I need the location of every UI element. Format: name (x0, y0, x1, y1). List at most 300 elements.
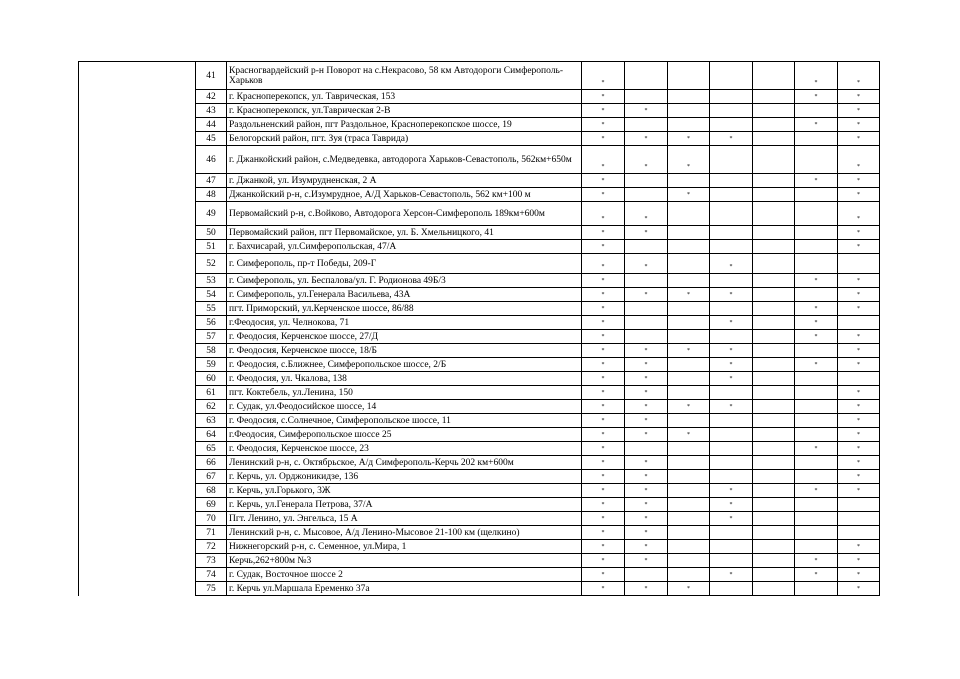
row-number: 58 (196, 344, 227, 358)
service-mark-col-5 (753, 512, 795, 526)
service-mark-col-2: * (625, 582, 668, 596)
table-row (79, 498, 880, 512)
row-number: 69 (196, 498, 227, 512)
row-number: 56 (196, 316, 227, 330)
station-address: г. Феодосия, с.Ближнее, Симферопольское шоссе, 2/Б (227, 358, 582, 372)
table-row (79, 62, 880, 90)
row-number: 70 (196, 512, 227, 526)
table-row (79, 104, 880, 118)
service-mark-col-1: * (582, 582, 625, 596)
service-mark-col-3: * (668, 288, 710, 302)
service-mark-col-5 (753, 316, 795, 330)
service-mark-col-1: * (582, 386, 625, 400)
service-mark-col-5 (753, 358, 795, 372)
service-mark-col-7: * (838, 358, 880, 372)
service-mark-col-7 (838, 316, 880, 330)
service-mark-col-7: * (838, 484, 880, 498)
service-mark-col-5 (753, 132, 795, 146)
service-mark-col-7 (838, 526, 880, 540)
service-mark-col-2 (625, 174, 668, 188)
service-mark-col-7: * (838, 240, 880, 254)
row-number: 66 (196, 456, 227, 470)
service-mark-col-6 (795, 400, 838, 414)
service-mark-col-3 (668, 484, 710, 498)
service-mark-col-6: * (795, 174, 838, 188)
service-mark-col-2 (625, 316, 668, 330)
service-mark-col-7: * (838, 414, 880, 428)
service-mark-col-2: * (625, 132, 668, 146)
row-number: 61 (196, 386, 227, 400)
station-address: г. Керчь, ул.Генерала Петрова, 37/А (227, 498, 582, 512)
service-mark-col-4: * (710, 254, 753, 274)
service-mark-col-1: * (582, 372, 625, 386)
table-row (79, 358, 880, 372)
station-address: г. Симферополь, ул.Генерала Васильева, 43А (227, 288, 582, 302)
service-mark-col-7 (838, 372, 880, 386)
service-mark-col-7: * (838, 302, 880, 316)
service-mark-col-6: * (795, 358, 838, 372)
table-row (79, 188, 880, 202)
service-mark-col-4: * (710, 512, 753, 526)
table-row (79, 484, 880, 498)
station-address: г. Судак, ул.Феодосийское шоссе, 14 (227, 400, 582, 414)
service-mark-col-6 (795, 498, 838, 512)
service-mark-col-1: * (582, 512, 625, 526)
service-mark-col-6 (795, 414, 838, 428)
service-mark-col-3 (668, 526, 710, 540)
service-mark-col-2: * (625, 414, 668, 428)
station-address: г. Феодосия, ул. Чкалова, 138 (227, 372, 582, 386)
service-mark-col-4: * (710, 400, 753, 414)
service-mark-col-2: * (625, 372, 668, 386)
service-mark-col-1: * (582, 226, 625, 240)
station-address: Раздольненский район, пгт Раздольное, Красноперекопское шоссе, 19 (227, 118, 582, 132)
service-mark-col-6 (795, 470, 838, 484)
row-number: 74 (196, 568, 227, 582)
service-mark-col-7: * (838, 330, 880, 344)
table-row (79, 146, 880, 174)
station-address: г. Керчь, ул.Горького, 3Ж (227, 484, 582, 498)
service-mark-col-7: * (838, 104, 880, 118)
table-row (79, 174, 880, 188)
service-mark-col-5 (753, 226, 795, 240)
service-mark-col-6 (795, 372, 838, 386)
service-mark-col-4: * (710, 132, 753, 146)
service-mark-col-3: * (668, 582, 710, 596)
service-mark-col-1: * (582, 202, 625, 226)
service-mark-col-2 (625, 568, 668, 582)
row-number: 68 (196, 484, 227, 498)
service-mark-col-3 (668, 62, 710, 90)
row-number: 71 (196, 526, 227, 540)
station-address: Пгт. Ленино, ул. Энгельса, 15 А (227, 512, 582, 526)
station-address: пгт. Приморский, ул.Керченское шоссе, 86/88 (227, 302, 582, 316)
service-mark-col-4 (710, 104, 753, 118)
service-mark-col-6 (795, 582, 838, 596)
service-mark-col-4 (710, 470, 753, 484)
service-mark-col-3 (668, 568, 710, 582)
service-mark-col-2: * (625, 344, 668, 358)
service-mark-col-4: * (710, 372, 753, 386)
service-mark-col-7: * (838, 226, 880, 240)
service-mark-col-2: * (625, 254, 668, 274)
service-mark-col-6: * (795, 442, 838, 456)
service-mark-col-7: * (838, 456, 880, 470)
service-mark-col-1: * (582, 484, 625, 498)
service-mark-col-7: * (838, 344, 880, 358)
service-mark-col-4 (710, 174, 753, 188)
service-mark-col-4: * (710, 358, 753, 372)
row-number: 55 (196, 302, 227, 316)
row-number: 64 (196, 428, 227, 442)
row-number: 53 (196, 274, 227, 288)
table-row (79, 316, 880, 330)
service-mark-col-3 (668, 372, 710, 386)
service-mark-col-3: * (668, 188, 710, 202)
table-row (79, 288, 880, 302)
row-number: 45 (196, 132, 227, 146)
station-address: г. Джанкой, ул. Изумрудненская, 2 А (227, 174, 582, 188)
station-address: Первомайский район, пгт Первомайское, ул. Б. Хмельницкого, 41 (227, 226, 582, 240)
service-mark-col-5 (753, 498, 795, 512)
station-address: Ленинский р-н, с. Октябрьское, А/д Симферополь-Керчь 202 км+600м (227, 456, 582, 470)
row-number: 44 (196, 118, 227, 132)
service-mark-col-1: * (582, 62, 625, 90)
row-number: 67 (196, 470, 227, 484)
table-row (79, 386, 880, 400)
service-mark-col-7: * (838, 202, 880, 226)
row-number: 47 (196, 174, 227, 188)
service-mark-col-7: * (838, 428, 880, 442)
service-mark-col-7: * (838, 582, 880, 596)
station-address: г. Красноперекопск, ул.Таврическая 2-В (227, 104, 582, 118)
service-mark-col-2 (625, 330, 668, 344)
service-mark-col-6: * (795, 554, 838, 568)
service-mark-col-2: * (625, 428, 668, 442)
service-mark-col-2 (625, 90, 668, 104)
table-row (79, 372, 880, 386)
service-mark-col-3 (668, 512, 710, 526)
service-mark-col-4 (710, 240, 753, 254)
station-address: г. Керчь ул.Маршала Еременко 37а (227, 582, 582, 596)
service-mark-col-2: * (625, 470, 668, 484)
table-row (79, 132, 880, 146)
row-number: 41 (196, 62, 227, 90)
station-address: г.Феодосия, ул. Челнокова, 71 (227, 316, 582, 330)
row-number: 43 (196, 104, 227, 118)
service-mark-col-1: * (582, 132, 625, 146)
service-mark-col-3 (668, 240, 710, 254)
service-mark-col-5 (753, 456, 795, 470)
service-mark-col-6 (795, 288, 838, 302)
service-mark-col-2: * (625, 512, 668, 526)
service-mark-col-3 (668, 254, 710, 274)
service-mark-col-1: * (582, 274, 625, 288)
service-mark-col-6 (795, 428, 838, 442)
row-number: 63 (196, 414, 227, 428)
region-cell (79, 62, 196, 596)
service-mark-col-6 (795, 188, 838, 202)
station-address: г. Бахчисарай, ул.Симферопольская, 47/А (227, 240, 582, 254)
table-body (79, 62, 880, 596)
service-mark-col-2: * (625, 554, 668, 568)
station-address: г. Симферополь, ул. Беспалова/ул. Г. Родионова 49Б/3 (227, 274, 582, 288)
service-mark-col-5 (753, 344, 795, 358)
service-mark-col-2: * (625, 104, 668, 118)
table-row (79, 512, 880, 526)
service-mark-col-5 (753, 540, 795, 554)
service-mark-col-1: * (582, 174, 625, 188)
row-number: 51 (196, 240, 227, 254)
service-mark-col-1: * (582, 118, 625, 132)
row-number: 72 (196, 540, 227, 554)
service-mark-col-7: * (838, 62, 880, 90)
service-mark-col-3 (668, 302, 710, 316)
service-mark-col-5 (753, 202, 795, 226)
service-mark-col-3 (668, 498, 710, 512)
service-mark-col-2: * (625, 456, 668, 470)
table-row (79, 414, 880, 428)
service-mark-col-2: * (625, 146, 668, 174)
service-mark-col-6: * (795, 274, 838, 288)
row-number: 57 (196, 330, 227, 344)
service-mark-col-5 (753, 554, 795, 568)
service-mark-col-4 (710, 90, 753, 104)
service-mark-col-3 (668, 90, 710, 104)
station-address: Керчь,262+800м №3 (227, 554, 582, 568)
station-address: г. Симферополь, пр-т Победы, 209-Г (227, 254, 582, 274)
service-mark-col-5 (753, 118, 795, 132)
service-mark-col-2: * (625, 526, 668, 540)
service-mark-col-6: * (795, 484, 838, 498)
service-mark-col-5 (753, 484, 795, 498)
table-row (79, 428, 880, 442)
table-row (79, 554, 880, 568)
service-mark-col-4 (710, 554, 753, 568)
service-mark-col-4 (710, 456, 753, 470)
table-row (79, 568, 880, 582)
service-mark-col-4 (710, 582, 753, 596)
service-mark-col-7: * (838, 400, 880, 414)
service-mark-col-5 (753, 428, 795, 442)
service-mark-col-4 (710, 386, 753, 400)
table-row (79, 540, 880, 554)
table-row (79, 526, 880, 540)
service-mark-col-4 (710, 226, 753, 240)
service-mark-col-5 (753, 146, 795, 174)
service-mark-col-6 (795, 146, 838, 174)
table-row (79, 202, 880, 226)
service-mark-col-1: * (582, 90, 625, 104)
service-mark-col-6: * (795, 330, 838, 344)
service-mark-col-4 (710, 118, 753, 132)
table-row (79, 582, 880, 596)
service-mark-col-7: * (838, 568, 880, 582)
service-mark-col-6 (795, 526, 838, 540)
service-mark-col-1: * (582, 428, 625, 442)
service-mark-col-1: * (582, 540, 625, 554)
station-address: Нижнегорский р-н, с. Семенное, ул.Мира, 1 (227, 540, 582, 554)
service-mark-col-6: * (795, 316, 838, 330)
row-number: 50 (196, 226, 227, 240)
station-address: Джанкойский р-н, с.Изумрудное, А/Д Харьков-Севастополь, 562 км+100 м (227, 188, 582, 202)
service-mark-col-4 (710, 428, 753, 442)
station-address: г.Феодосия, Симферопольское шоссе 25 (227, 428, 582, 442)
table-row (79, 400, 880, 414)
row-number: 49 (196, 202, 227, 226)
service-mark-col-6 (795, 202, 838, 226)
service-mark-col-7: * (838, 274, 880, 288)
service-mark-col-4 (710, 330, 753, 344)
service-mark-col-2: * (625, 484, 668, 498)
row-number: 46 (196, 146, 227, 174)
service-mark-col-6 (795, 132, 838, 146)
service-mark-col-7: * (838, 442, 880, 456)
table-row (79, 240, 880, 254)
service-mark-col-7: * (838, 188, 880, 202)
service-mark-col-2: * (625, 226, 668, 240)
service-mark-col-7: * (838, 540, 880, 554)
station-address: г. Феодосия, Керченское шоссе, 27/Д (227, 330, 582, 344)
station-address: г. Красноперекопск, ул. Таврическая, 153 (227, 90, 582, 104)
station-table (78, 61, 880, 596)
service-mark-col-4: * (710, 498, 753, 512)
service-mark-col-6: * (795, 302, 838, 316)
service-mark-col-6: * (795, 568, 838, 582)
service-mark-col-3 (668, 104, 710, 118)
service-mark-col-2 (625, 240, 668, 254)
service-mark-col-7 (838, 498, 880, 512)
station-address: Белогорский район, пгт. Зуя (траса Таврида) (227, 132, 582, 146)
service-mark-col-6: * (795, 90, 838, 104)
service-mark-col-3 (668, 470, 710, 484)
service-mark-col-7: * (838, 554, 880, 568)
table-row (79, 344, 880, 358)
table-row (79, 118, 880, 132)
service-mark-col-3: * (668, 400, 710, 414)
service-mark-col-1: * (582, 344, 625, 358)
service-mark-col-5 (753, 386, 795, 400)
service-mark-col-1: * (582, 254, 625, 274)
table-row (79, 254, 880, 274)
service-mark-col-4 (710, 414, 753, 428)
service-mark-col-1: * (582, 316, 625, 330)
service-mark-col-3 (668, 442, 710, 456)
service-mark-col-6 (795, 512, 838, 526)
service-mark-col-4: * (710, 316, 753, 330)
table-row (79, 442, 880, 456)
service-mark-col-2: * (625, 386, 668, 400)
service-mark-col-2: * (625, 540, 668, 554)
station-address: Красногвардейский р-н Поворот на с.Некрасово, 58 км Автодороги Симферополь- Харьков (227, 62, 582, 90)
service-mark-col-6 (795, 104, 838, 118)
service-mark-col-1: * (582, 188, 625, 202)
service-mark-col-7 (838, 512, 880, 526)
row-number: 73 (196, 554, 227, 568)
service-mark-col-3 (668, 554, 710, 568)
station-address: Первомайский р-н, с.Войково, Автодорога Херсон-Симферополь 189км+600м (227, 202, 582, 226)
service-mark-col-1: * (582, 104, 625, 118)
station-address: г. Керчь, ул. Орджоникидзе, 136 (227, 470, 582, 484)
service-mark-col-1: * (582, 554, 625, 568)
service-mark-col-3 (668, 118, 710, 132)
table-row (79, 330, 880, 344)
station-address: г. Джанкойский район, с.Медведевка, автодорога Харьков-Севастополь, 562км+650м (227, 146, 582, 174)
service-mark-col-1: * (582, 302, 625, 316)
service-mark-col-6 (795, 226, 838, 240)
service-mark-col-3: * (668, 344, 710, 358)
service-mark-col-1: * (582, 442, 625, 456)
service-mark-col-5 (753, 568, 795, 582)
service-mark-col-4 (710, 202, 753, 226)
service-mark-col-4 (710, 526, 753, 540)
service-mark-col-5 (753, 302, 795, 316)
service-mark-col-4 (710, 146, 753, 174)
row-number: 59 (196, 358, 227, 372)
service-mark-col-7: * (838, 118, 880, 132)
service-mark-col-6: * (795, 62, 838, 90)
station-address: пгт. Коктебель, ул.Ленина, 150 (227, 386, 582, 400)
service-mark-col-6 (795, 240, 838, 254)
service-mark-col-1: * (582, 330, 625, 344)
service-mark-col-3 (668, 456, 710, 470)
service-mark-col-3 (668, 540, 710, 554)
service-mark-col-5 (753, 470, 795, 484)
station-table-container (78, 61, 880, 596)
service-mark-col-6 (795, 456, 838, 470)
service-mark-col-6 (795, 386, 838, 400)
service-mark-col-4: * (710, 484, 753, 498)
row-number: 48 (196, 188, 227, 202)
station-address: г. Феодосия, Керченское шоссе, 18/Б (227, 344, 582, 358)
service-mark-col-1: * (582, 470, 625, 484)
service-mark-col-2: * (625, 202, 668, 226)
service-mark-col-7: * (838, 386, 880, 400)
row-number: 60 (196, 372, 227, 386)
service-mark-col-3 (668, 358, 710, 372)
service-mark-col-2 (625, 188, 668, 202)
row-number: 52 (196, 254, 227, 274)
service-mark-col-6 (795, 540, 838, 554)
service-mark-col-5 (753, 188, 795, 202)
service-mark-col-3: * (668, 146, 710, 174)
table-row (79, 90, 880, 104)
service-mark-col-3 (668, 202, 710, 226)
service-mark-col-5 (753, 274, 795, 288)
service-mark-col-1: * (582, 358, 625, 372)
service-mark-col-1: * (582, 414, 625, 428)
service-mark-col-1: * (582, 456, 625, 470)
service-mark-col-5 (753, 288, 795, 302)
service-mark-col-7: * (838, 146, 880, 174)
service-mark-col-2 (625, 62, 668, 90)
service-mark-col-5 (753, 372, 795, 386)
service-mark-col-1: * (582, 526, 625, 540)
service-mark-col-1: * (582, 288, 625, 302)
service-mark-col-1: * (582, 146, 625, 174)
service-mark-col-1: * (582, 240, 625, 254)
service-mark-col-7: * (838, 470, 880, 484)
service-mark-col-4 (710, 274, 753, 288)
service-mark-col-1: * (582, 498, 625, 512)
service-mark-col-3: * (668, 132, 710, 146)
service-mark-col-2: * (625, 498, 668, 512)
service-mark-col-4: * (710, 288, 753, 302)
table-row (79, 456, 880, 470)
service-mark-col-2 (625, 302, 668, 316)
row-number: 54 (196, 288, 227, 302)
service-mark-col-6: * (795, 118, 838, 132)
